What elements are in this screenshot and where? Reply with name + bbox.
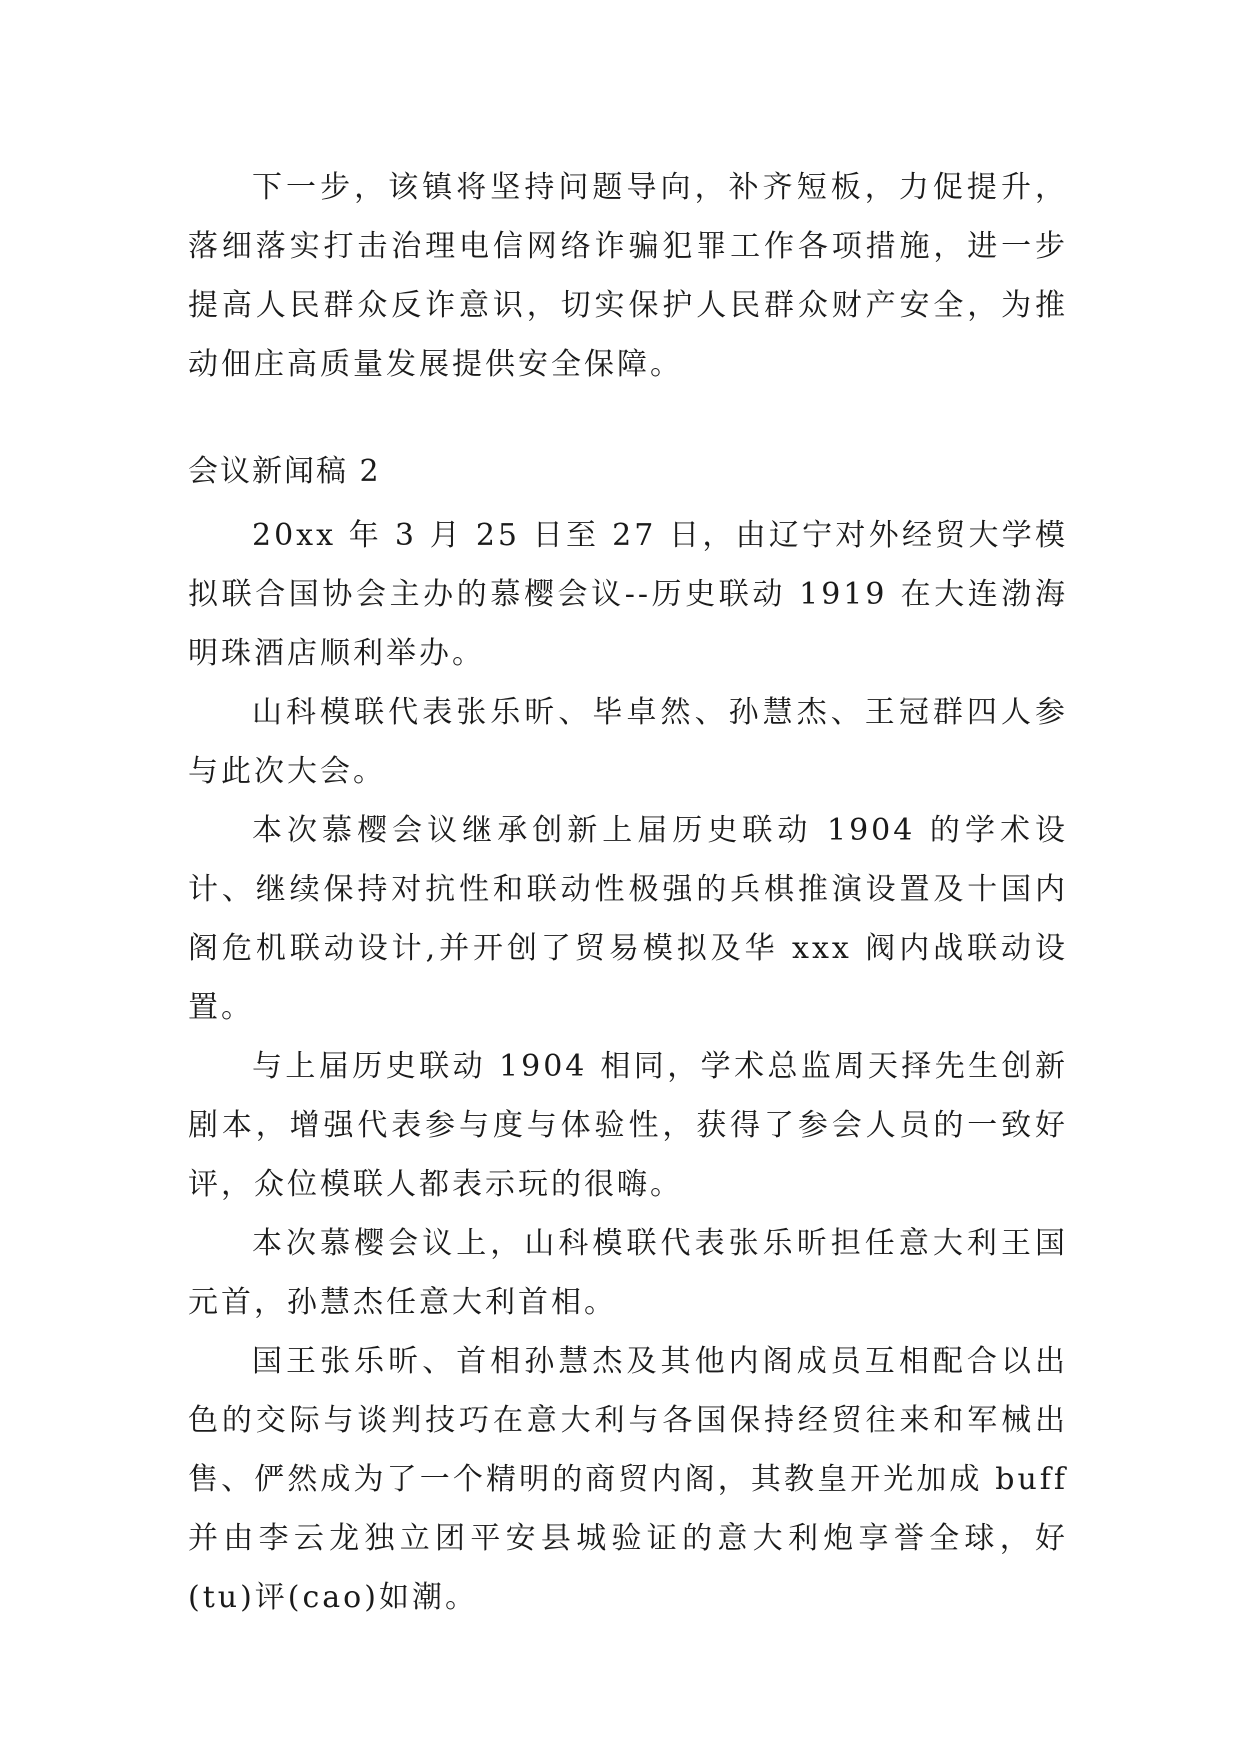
paragraph-5: 本次慕樱会议上，山科模联代表张乐昕担任意大利王国元首，孙慧杰任意大利首相。 [188, 1226, 1068, 1320]
article-body [188, 506, 1068, 1627]
intro-section [188, 158, 1068, 394]
paragraph-2: 山科模联代表张乐昕、毕卓然、孙慧杰、王冠群四人参与此次大会。 [188, 695, 1068, 789]
paragraph-6: 国王张乐昕、首相孙慧杰及其他内阁成员互相配合以出色的交际与谈判技巧在意大利与各国保持经贸往来和军械出售、俨然成为了一个精明的商贸内阁，其教皇开光加成 buff 并由李云龙独立团平安县城验证的意大利炮享誉全球，好(tu)评(cao)如潮。 [188, 1344, 1068, 1615]
paragraph-1: 20xx 年 3 月 25 日至 27 日，由辽宁对外经贸大学模拟联合国协会主办的慕樱会议--历史联动 1919 在大连渤海明珠酒店顺利举办。 [188, 518, 1068, 671]
paragraph-closing-previous-article: 下一步，该镇将坚持问题导向，补齐短板，力促提升，落细落实打击治理电信网络诈骗犯罪工作各项措施，进一步提高人民群众反诈意识，切实保护人民群众财产安全，为推动佃庄高质量发展提供安全保障。 [188, 170, 1068, 382]
paragraph-3: 本次慕樱会议继承创新上届历史联动 1904 的学术设计、继续保持对抗性和联动性极强的兵棋推演设置及十国内阁危机联动设计,并开创了贸易模拟及华 xxx 阀内战联动设置。 [188, 813, 1068, 1025]
paragraph-4: 与上届历史联动 1904 相同，学术总监周天择先生创新剧本，增强代表参与度与体验性，获得了参会人员的一致好评，众位模联人都表示玩的很嗨。 [188, 1049, 1068, 1202]
article-heading: 会议新闻稿 2 [188, 454, 381, 489]
